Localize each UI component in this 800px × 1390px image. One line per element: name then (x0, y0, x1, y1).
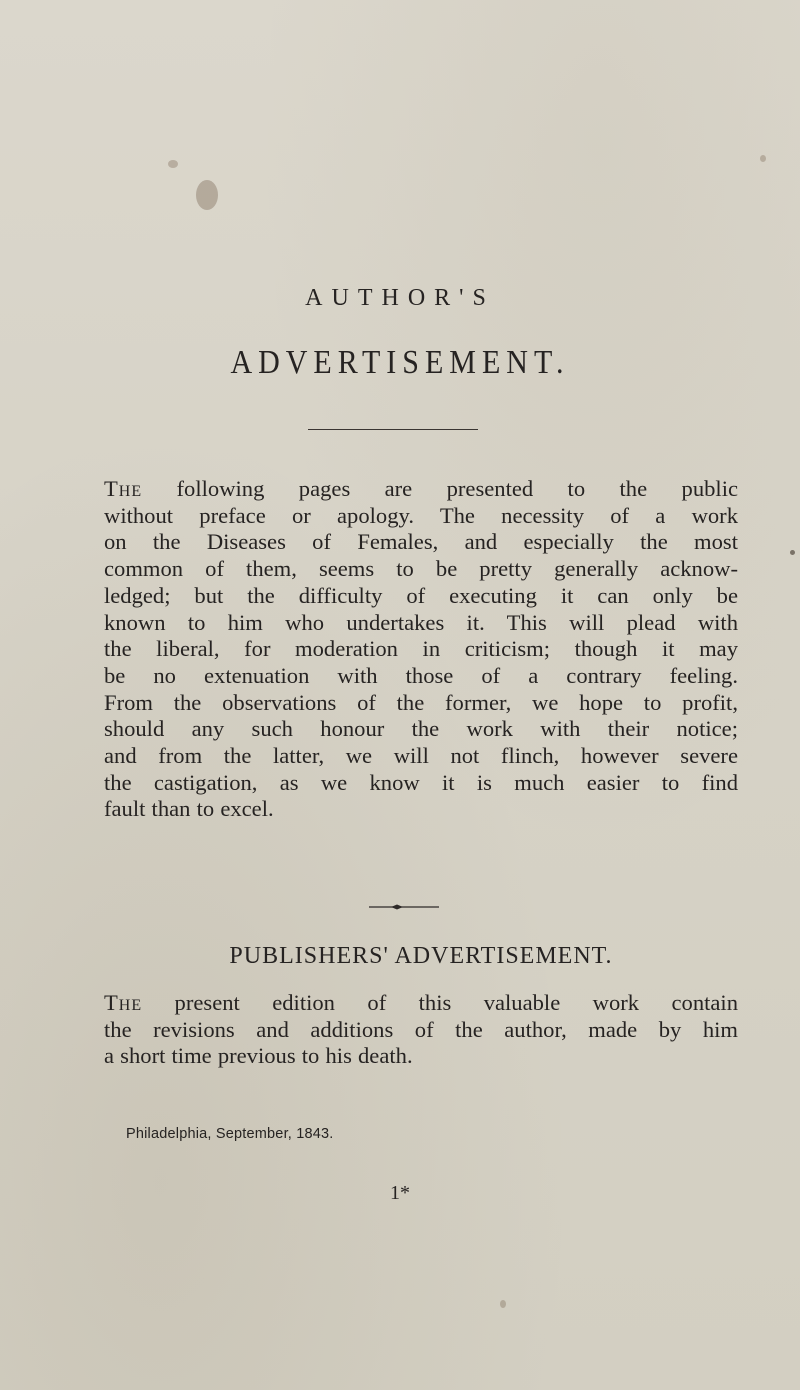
text-line (104, 796, 738, 823)
text-line (104, 583, 738, 610)
text-line (104, 770, 738, 797)
line-text: fault than to excel. (104, 796, 274, 822)
authors-heading: AUTHOR'S (305, 285, 495, 311)
line-text: a short time previous to his death. (104, 1043, 413, 1069)
line-text: following pages are presented to the public (142, 476, 738, 501)
divider-rule (308, 429, 478, 430)
foxing-spot (760, 155, 766, 162)
line-text: should any such honour the work with their notice; (104, 716, 738, 742)
foxing-spot (196, 180, 218, 210)
text-line (104, 503, 738, 530)
text-line (104, 476, 738, 503)
text-line (104, 529, 738, 556)
line-text: and from the latter, we will not flinch, however severe (104, 743, 738, 769)
advertisement-heading: ADVERTISEMENT. (230, 344, 570, 381)
lead-word: The (104, 990, 143, 1015)
text-line (104, 610, 738, 637)
authors-advertisement-text (104, 476, 738, 823)
foxing-spot (500, 1300, 506, 1308)
dateline: Philadelphia, September, 1843. (126, 1126, 334, 1142)
text-line (104, 990, 738, 1017)
line-text: without preface or apology. The necessity of a work (104, 502, 738, 528)
text-line (104, 636, 738, 663)
line-text: From the observations of the former, we hope to profit, (104, 689, 738, 715)
text-line (104, 1017, 738, 1044)
signature-mark: 1* (390, 1182, 410, 1204)
foxing-spot (790, 550, 795, 555)
text-line (104, 556, 738, 583)
line-text: the castigation, as we know it is much easier to find (104, 769, 738, 795)
text-line (104, 663, 738, 690)
line-text: present edition of this valuable work contain (142, 990, 738, 1015)
ornament-divider (369, 903, 439, 911)
text-line (104, 716, 738, 743)
line-text: common of them, seems to be pretty generally acknow- (104, 556, 738, 582)
publishers-heading: PUBLISHERS' ADVERTISEMENT. (229, 943, 613, 969)
line-text: known to him who undertakes it. This will plead with (104, 609, 738, 635)
text-line (104, 1043, 738, 1070)
text-line (104, 690, 738, 717)
line-text: the liberal, for moderation in criticism; though it may (104, 636, 738, 662)
line-text: be no extenuation with those of a contrary feeling. (104, 662, 738, 688)
line-text: the revisions and additions of the author, made by him (104, 1016, 738, 1042)
lead-word: The (104, 476, 143, 501)
text-line (104, 743, 738, 770)
foxing-spot (168, 160, 178, 168)
line-text: ledged; but the difficulty of executing it can only be (104, 582, 738, 608)
line-text: on the Diseases of Females, and especially the most (104, 529, 738, 555)
publishers-advertisement-text (104, 990, 738, 1070)
